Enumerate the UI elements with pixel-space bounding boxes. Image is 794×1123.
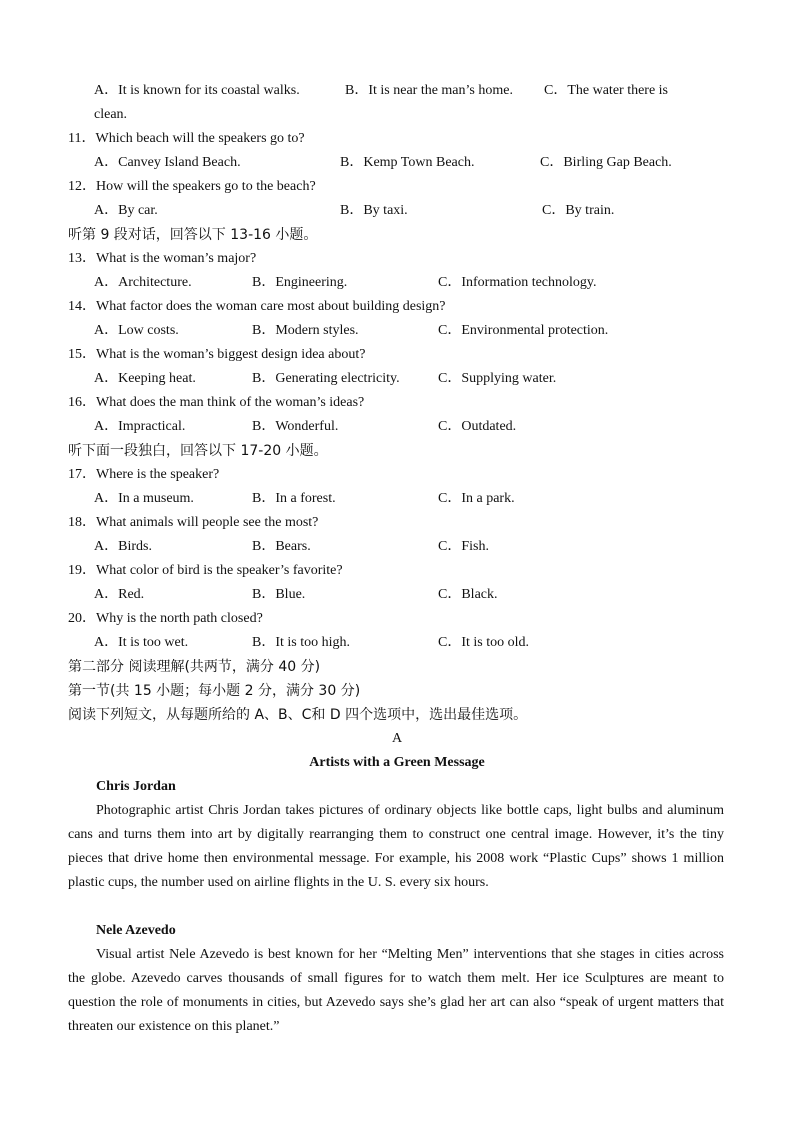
q10-option-b: B．It is near the man’s home. bbox=[345, 83, 513, 98]
option-c: C．Information technology. bbox=[438, 275, 597, 290]
artist-name: Nele Azevedo bbox=[96, 923, 176, 938]
option-b: B．Wonderful. bbox=[252, 419, 339, 434]
option-b: B．By taxi. bbox=[340, 203, 408, 218]
option-a: A．Birds. bbox=[94, 539, 152, 554]
option-c: C．Outdated. bbox=[438, 419, 517, 434]
q10-option-c: C．The water there is bbox=[544, 83, 669, 98]
q10-option-c-cont: clean. bbox=[94, 107, 128, 122]
option-b: B．Kemp Town Beach. bbox=[340, 155, 475, 170]
option-c: C．By train. bbox=[542, 203, 615, 218]
option-a: A．In a museum. bbox=[94, 491, 194, 506]
option-a: A．Impractical. bbox=[94, 419, 186, 434]
option-b: B．In a forest. bbox=[252, 491, 336, 506]
question-stem: 14．What factor does the woman care most about building design? bbox=[68, 299, 446, 314]
question-stem: 16．What does the man think of the woman’s ideas? bbox=[68, 395, 365, 410]
question-stem: 20．Why is the north path closed? bbox=[68, 611, 263, 626]
question-stem: 11．Which beach will the speakers go to? bbox=[68, 131, 305, 146]
option-b: B．Modern styles. bbox=[252, 323, 359, 338]
part-title: 第二部分 阅读理解(共两节，满分 40 分) bbox=[68, 659, 321, 675]
section-title: 第一节(共 15 小题；每小题 2 分，满分 30 分) bbox=[68, 683, 361, 699]
option-a: A．Keeping heat. bbox=[94, 371, 196, 386]
artist-paragraph bbox=[68, 943, 724, 1039]
passage-title: Artists with a Green Message bbox=[309, 755, 485, 770]
section9-instruction: 听第 9 段对话，回答以下 13-16 小题。 bbox=[68, 227, 318, 243]
monologue-instruction: 听下面一段独白，回答以下 17-20 小题。 bbox=[68, 443, 328, 459]
artist-text: Photographic artist Chris Jordan takes pictures of ordinary objects like bottle caps, light bulbs and aluminum cans and turns them into art by digitally rearranging them to construct one central image. However, it’s the tiny pieces that drive home then environmental message. For example, his 2008 work “Plastic Cups” shows 1 million plastic cups, the number used on airline flights in the U. S. every six hours. bbox=[68, 803, 724, 890]
option-c: C．It is too old. bbox=[438, 635, 530, 650]
question-stem: 18．What animals will people see the most? bbox=[68, 515, 319, 530]
artist-name: Chris Jordan bbox=[96, 779, 176, 794]
q10-option-a: A．It is known for its coastal walks. bbox=[94, 83, 300, 98]
option-c: C．Environmental protection. bbox=[438, 323, 609, 338]
artist-text: Visual artist Nele Azevedo is best known for her “Melting Men” interventions that she stages in cities across the globe. Azevedo carves thousands of small figures for to watch them melt. Her ice Sculptures are meant to question the role of monuments in cities, but Azevedo says she’s glad her art can also “speak of urgent matters that threaten our existence on this planet.” bbox=[68, 947, 724, 1034]
option-a: A．Canvey Island Beach. bbox=[94, 155, 241, 170]
option-b: B．Generating electricity. bbox=[252, 371, 400, 386]
question-stem: 19．What color of bird is the speaker’s favorite? bbox=[68, 563, 343, 578]
artist-paragraph bbox=[68, 799, 724, 895]
option-c: C．Supplying water. bbox=[438, 371, 557, 386]
option-b: B．Blue. bbox=[252, 587, 306, 602]
question-stem: 15．What is the woman’s biggest design idea about? bbox=[68, 347, 366, 362]
reading-instruction: 阅读下列短文，从每题所给的 A、B、C和 D 四个选项中，选出最佳选项。 bbox=[68, 707, 528, 723]
option-c: C．In a park. bbox=[438, 491, 515, 506]
question-stem: 13．What is the woman’s major? bbox=[68, 251, 257, 266]
option-c: C．Fish. bbox=[438, 539, 489, 554]
question-stem: 17．Where is the speaker? bbox=[68, 467, 220, 482]
option-a: A．Red. bbox=[94, 587, 145, 602]
passage-letter: A bbox=[391, 731, 403, 746]
option-b: B．It is too high. bbox=[252, 635, 351, 650]
option-a: A．By car. bbox=[94, 203, 158, 218]
option-a: A．It is too wet. bbox=[94, 635, 189, 650]
option-a: A．Architecture. bbox=[94, 275, 192, 290]
question-stem: 12．How will the speakers go to the beach? bbox=[68, 179, 316, 194]
option-c: C．Birling Gap Beach. bbox=[540, 155, 672, 170]
option-b: B．Engineering. bbox=[252, 275, 348, 290]
option-c: C．Black. bbox=[438, 587, 498, 602]
option-b: B．Bears. bbox=[252, 539, 311, 554]
option-a: A．Low costs. bbox=[94, 323, 179, 338]
